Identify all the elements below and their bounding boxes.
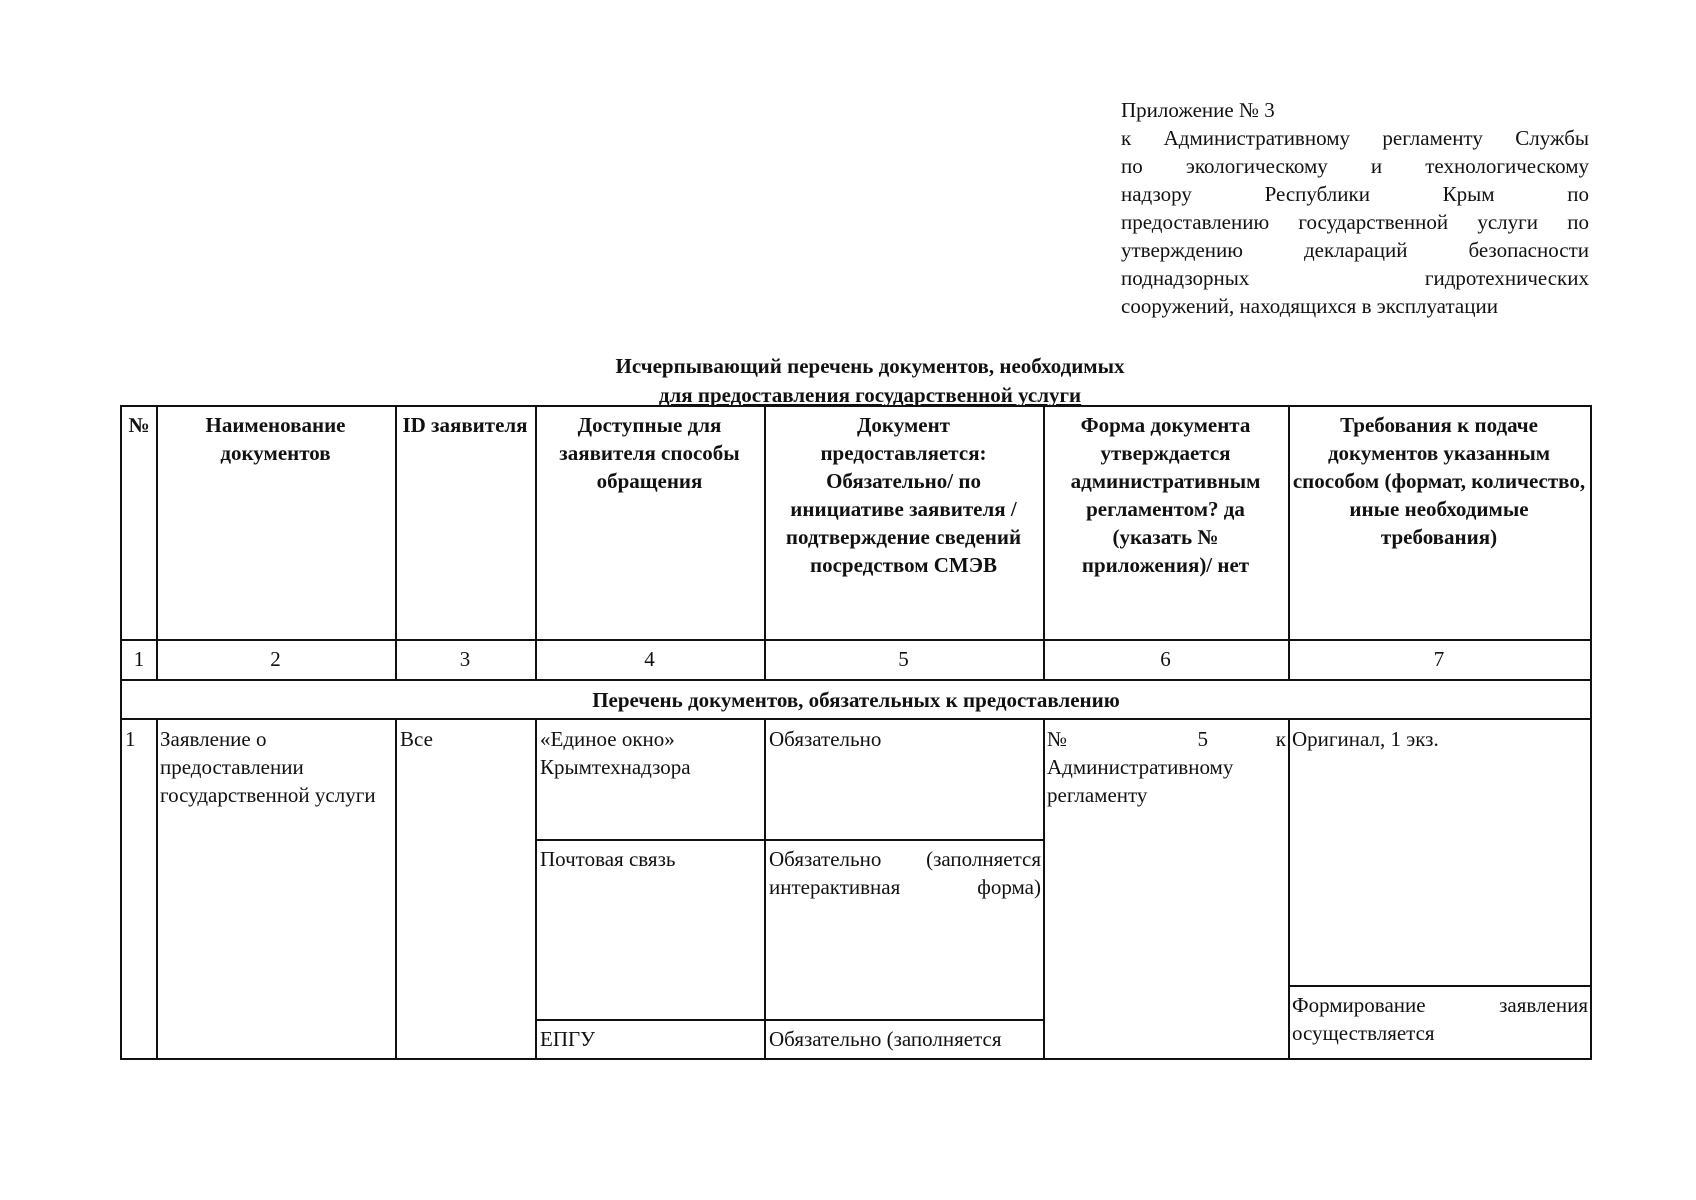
form-approval: № 5 к Административному регламенту [1047, 727, 1286, 807]
column-number: 2 [270, 647, 281, 671]
document-title-line2: для предоставления государственной услуги [658, 383, 1082, 407]
column-number: 4 [644, 647, 655, 671]
col-divider [156, 407, 158, 1058]
col-divider [535, 407, 537, 1058]
row-divider [122, 718, 1590, 720]
header-form-approval: Форма документа утверждается административным регламентом? да (указать № приложения)/ нет [1070, 413, 1261, 577]
header-document-name: Наименование документов [205, 413, 346, 465]
header-applicant-id: ID заявителя [402, 413, 528, 437]
column-number: 7 [1433, 647, 1445, 671]
header-mandatory: Документ предоставляется: Обязательно/ по инициативе заявителя /подтверждение сведений посредством СМЭВ [785, 413, 1022, 577]
channel-mandatory: Обязательно [769, 727, 882, 751]
applicant-id: Все [400, 727, 433, 751]
row-divider [535, 1019, 1043, 1021]
document-title-line1: Исчерпывающий перечень документов, необходимых [615, 354, 1125, 378]
column-number: 6 [1160, 647, 1171, 671]
column-number: 3 [459, 647, 471, 671]
channel-method: «Единое окно» Крымтехнадзора [540, 727, 691, 779]
documents-table [120, 405, 1592, 1060]
row-number: 1 [125, 727, 136, 751]
row-divider [535, 839, 1043, 841]
appendix-line: по экологическому и технологическому [1121, 154, 1589, 178]
column-number: 1 [133, 647, 145, 671]
appendix-line: надзору Республики Крым по [1121, 182, 1589, 206]
appendix-line: Приложение № 3 [1121, 98, 1275, 122]
row-divider [1288, 985, 1590, 987]
channel-method: ЕПГУ [540, 1027, 596, 1051]
document-name: Заявление о предоставлении государственной услуги [160, 727, 376, 807]
row-divider [122, 639, 1590, 641]
requirement: Оригинал, 1 экз. [1292, 727, 1439, 751]
column-number: 5 [898, 647, 909, 671]
channel-mandatory: Обязательно (заполняется интерактивная форма) [769, 847, 1041, 899]
header-channels: Доступные для заявителя способы обращения [559, 413, 740, 493]
appendix-note [1121, 96, 1589, 320]
header-number: № [128, 413, 150, 437]
appendix-line: предоставлению государственной услуги по [1121, 210, 1589, 234]
appendix-line: к Административному регламенту Службы [1121, 126, 1589, 150]
requirement: Формирование заявления осуществляется [1292, 993, 1588, 1045]
channel-mandatory: Обязательно (заполняется [769, 1027, 1002, 1051]
channel-method: Почтовая связь [540, 847, 676, 871]
appendix-line: сооружений, находящихся в эксплуатации [1121, 294, 1498, 318]
col-divider [395, 407, 397, 1058]
header-requirements: Требования к подаче документов указанным способом (формат, количество, иные необходимые требования) [1292, 413, 1586, 549]
document-title [480, 352, 1260, 410]
appendix-line: утверждению деклараций безопасности [1121, 238, 1589, 262]
section-title: Перечень документов, обязательных к предоставлению [122, 681, 1590, 718]
appendix-line: поднадзорных гидротехнических [1121, 266, 1589, 290]
